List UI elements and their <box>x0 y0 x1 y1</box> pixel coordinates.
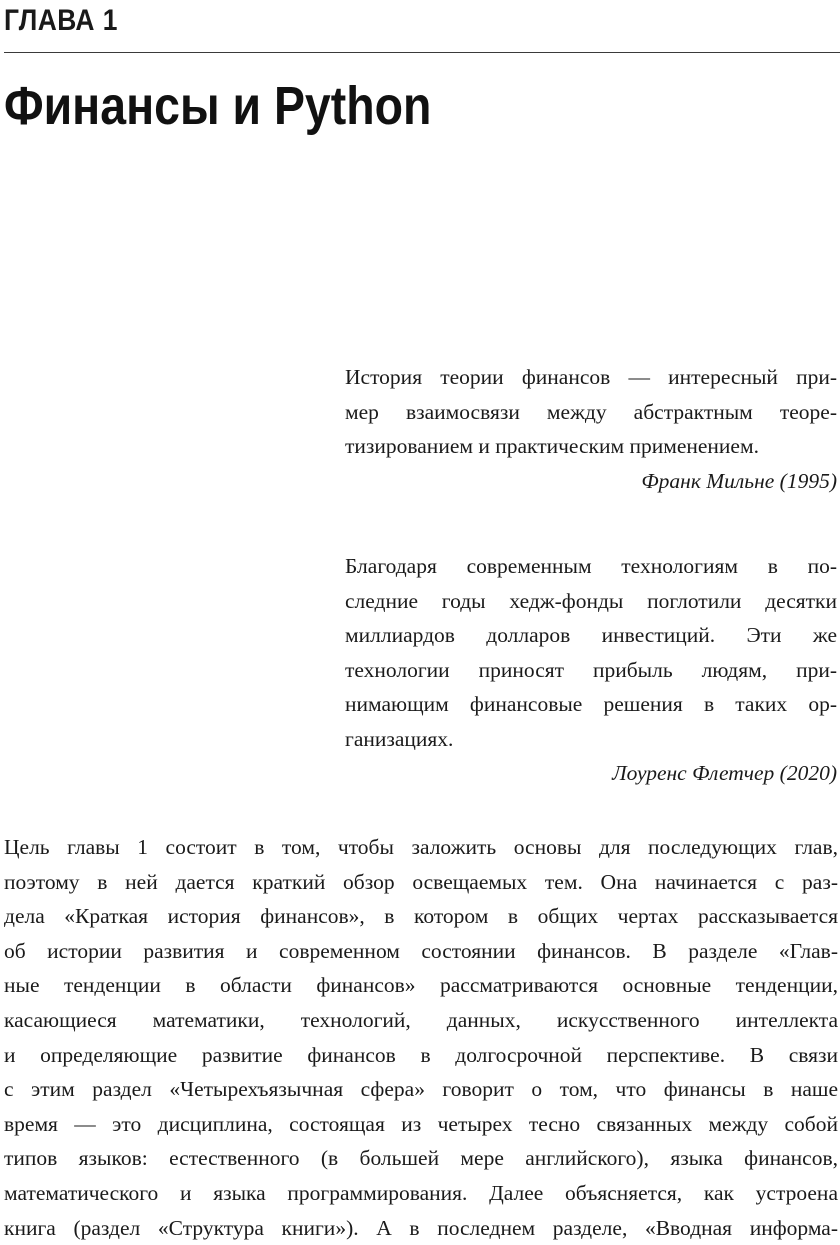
body-line: время — это дисциплина, состоящая из четырех тесно связанных между собой <box>4 1111 838 1136</box>
chapter-title: Финансы и Python <box>4 76 432 136</box>
body-line: об истории развития и современном состоянии финансов. В разделе «Глав- <box>4 938 838 963</box>
epigraph-line: нимающим финансовые решения в таких ор- <box>345 692 837 716</box>
epigraph-line: История теории финансов — интересный при- <box>345 365 837 389</box>
epigraph-line: ганизациях. <box>345 726 454 751</box>
epigraph-line: тизированием и практическим применением. <box>345 434 759 458</box>
epigraph-milne <box>345 360 837 498</box>
body-line: ные тенденции в области финансов» рассматриваются основные тенденции, <box>4 973 838 998</box>
body-line: касающиеся математики, технологий, данных, искусственного интеллекта <box>4 1007 838 1032</box>
chapter-label: ГЛАВА 1 <box>4 4 118 37</box>
epigraph-line: мер взаимосвязи между абстрактным теоре- <box>345 399 837 424</box>
epigraph-line: миллиардов долларов инвестиций. Эти же <box>345 623 837 647</box>
body-line: книга (раздел «Структура книги»). А в последнем разделе, «Вводная информа- <box>4 1215 838 1240</box>
epigraph-line: следние годы хедж-фонды поглотили десятки <box>345 588 837 613</box>
epigraph-author: Лоуренс Флетчер (2020) <box>612 761 837 785</box>
chapter-rule <box>4 52 840 53</box>
body-line: Цель главы 1 состоит в том, чтобы заложить основы для последующих глав, <box>4 835 838 859</box>
epigraph-line: Благодаря современным технологиям в по- <box>345 554 837 578</box>
body-line: поэтому в ней дается краткий обзор освещаемых тем. Она начинается с раз- <box>4 869 838 894</box>
body-line: дела «Краткая история финансов», в котором в общих чертах рассказывается <box>4 904 838 929</box>
body-line: типов языков: естественного (в большей мере английского), языка финансов, <box>4 1146 838 1171</box>
epigraph-author: Франк Мильне (1995) <box>641 468 837 493</box>
body-line: математического и языка программирования. Далее объясняется, как устроена <box>4 1180 838 1205</box>
epigraph-line: технологии приносят прибыль людям, при- <box>345 657 837 682</box>
body-line: с этим раздел «Четырехъязычная сфера» говорит о том, что финансы в наше <box>4 1077 838 1102</box>
body-paragraph <box>4 830 838 1245</box>
body-line: и определяющие развитие финансов в долгосрочной перспективе. В связи <box>4 1042 838 1067</box>
epigraph-fletcher <box>345 549 837 791</box>
